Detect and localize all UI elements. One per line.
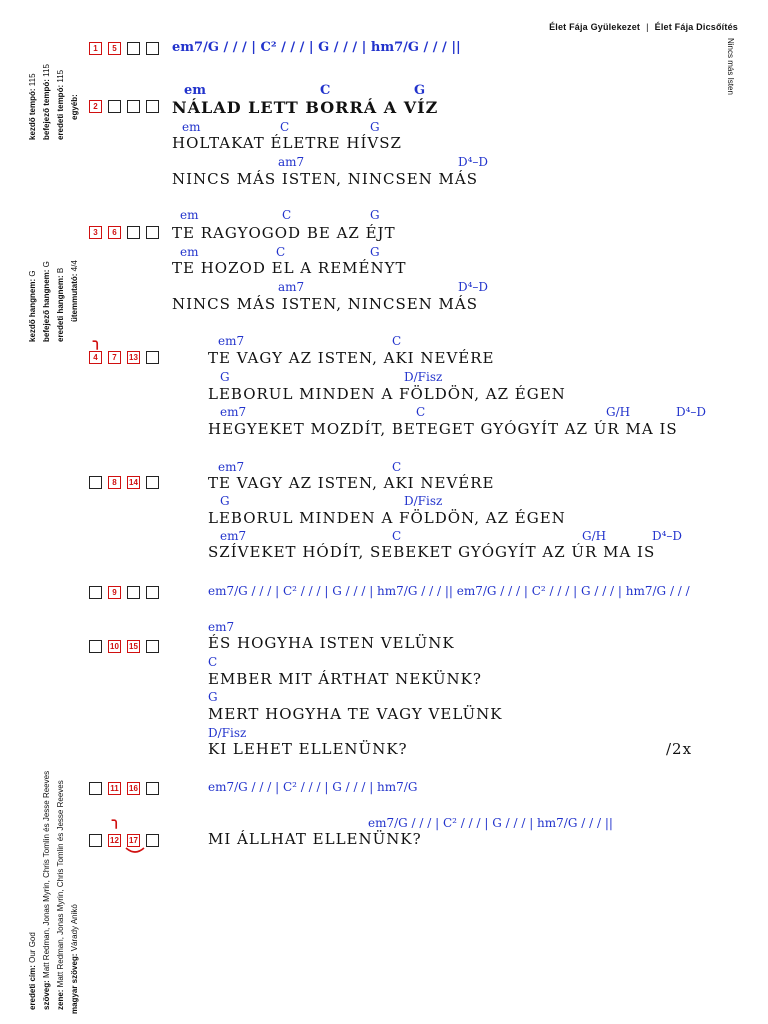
meta-end-tempo: [42, 64, 51, 140]
section-number: 5: [112, 44, 117, 53]
chord: C: [280, 120, 290, 134]
section-number: 3: [93, 228, 98, 237]
section-checkbox[interactable]: [89, 42, 102, 55]
section-checkbox[interactable]: [146, 100, 159, 113]
chord: em7: [220, 529, 247, 543]
meta-label: kezdő hangnem:: [28, 278, 37, 342]
meta-value: B: [56, 267, 65, 274]
section-checkbox[interactable]: [89, 640, 102, 653]
section-checkbox[interactable]: [89, 586, 102, 599]
meta-hungarian-lyrics: [70, 904, 79, 1014]
section-box-row: [89, 226, 159, 239]
chord: D⁴–D: [652, 529, 683, 543]
lyric-line: NINCS MÁS ISTEN, NINCSEN MÁS: [172, 170, 479, 188]
chord: em7: [208, 620, 235, 634]
section-number: 4: [93, 353, 98, 362]
section-checkbox[interactable]: [108, 42, 121, 55]
section-box-row: [89, 640, 159, 653]
lyric-line: TE RAGYOGOD BE AZ ÉJT: [172, 224, 396, 242]
section-checkbox[interactable]: [108, 586, 121, 599]
meta-time-signature: [70, 260, 79, 322]
section-checkbox[interactable]: [127, 351, 140, 364]
meta-value: G: [42, 261, 51, 268]
section-checkbox[interactable]: [89, 226, 102, 239]
chord: C: [392, 460, 402, 474]
meta-start-key: [28, 270, 37, 342]
lyric-line: SZÍVEKET HÓDÍT, SEBEKET GYÓGYÍT AZ ÚR MA IS: [208, 543, 656, 561]
section-checkbox[interactable]: [127, 476, 140, 489]
meta-label: kezdő tempó:: [28, 88, 37, 140]
section-number: 6: [112, 228, 117, 237]
section-number: 17: [129, 836, 138, 845]
meta-value: Matt Redman, Jonas Myrin, Chris Tomlin és Jesse Reeves: [42, 770, 51, 978]
chord: G/H: [582, 529, 607, 543]
section-checkbox[interactable]: [146, 42, 159, 55]
section-box-row: [89, 586, 159, 599]
header-worship: Élet Fája Dicsőítés: [654, 22, 738, 32]
section-checkbox[interactable]: [89, 100, 102, 113]
section-checkbox[interactable]: [127, 42, 140, 55]
section-checkbox[interactable]: [108, 782, 121, 795]
meta-value: 115: [28, 73, 37, 87]
chord: G: [414, 83, 426, 98]
lyric-line: ÉS HOGYHA ISTEN VELÜNK: [208, 634, 455, 652]
pen-mark: ╮: [112, 812, 121, 828]
meta-label: eredeti cím:: [28, 965, 37, 1010]
chord: D⁴–D: [458, 155, 489, 169]
chord: C: [392, 529, 402, 543]
ending-progression: em7/G / / / | C² / / / | G / / / | hm7/G / / / ||: [368, 816, 613, 830]
section-checkbox[interactable]: [146, 834, 159, 847]
meta-value: Matt Redman, Jonas Myrin, Chris Tomlin és Jesse Reeves: [56, 780, 65, 988]
meta-end-key: [42, 261, 51, 342]
chord: G: [220, 494, 230, 508]
meta-other: [70, 94, 79, 120]
chord: em7: [220, 405, 247, 419]
chord: D⁴–D: [676, 405, 707, 419]
lyric-line: TE VAGY AZ ISTEN, AKI NEVÉRE: [208, 474, 495, 492]
section-checkbox[interactable]: [108, 476, 121, 489]
section-checkbox[interactable]: [146, 640, 159, 653]
meta-value: 115: [42, 64, 51, 77]
tag-progression: em7/G / / / | C² / / / | G / / / | hm7/G: [208, 780, 418, 794]
chord: C: [276, 245, 286, 259]
meta-label: befejező hangnem:: [42, 269, 51, 342]
section-number: 13: [129, 353, 138, 362]
intro-progression: em7/G / / / | C² / / / | G / / / | hm7/G / / / ||: [172, 40, 461, 55]
meta-orig-tempo: [56, 70, 65, 140]
section-number: 8: [112, 478, 117, 487]
meta-value: 115: [56, 69, 65, 83]
section-checkbox[interactable]: [146, 226, 159, 239]
lyric-line: TE VAGY AZ ISTEN, AKI NEVÉRE: [208, 349, 495, 367]
section-checkbox[interactable]: [127, 226, 140, 239]
lyric-line: NÁLAD LETT BORRÁ A VÍZ: [172, 98, 439, 117]
meta-label: eredeti hangnem:: [56, 275, 65, 342]
meta-label: ütemmutató:: [70, 273, 79, 322]
repeat-marker: /2x: [666, 740, 693, 758]
chord: D/Fisz: [404, 494, 443, 508]
meta-lyrics: [42, 771, 51, 1010]
section-checkbox[interactable]: [108, 226, 121, 239]
section-checkbox[interactable]: [127, 100, 140, 113]
section-number: 14: [129, 478, 138, 487]
meta-label: egyéb:: [70, 94, 79, 120]
meta-label: magyar szöveg:: [70, 953, 79, 1014]
chord: C: [416, 405, 426, 419]
chord: em7: [218, 460, 245, 474]
meta-label: zene:: [56, 989, 65, 1010]
meta-original-title: [28, 932, 37, 1010]
chord: D⁴–D: [458, 280, 489, 294]
section-checkbox[interactable]: [127, 640, 140, 653]
lyric-line: TE HOZOD EL A REMÉNYT: [172, 259, 407, 277]
section-box-row: [89, 782, 159, 795]
meta-value: Our God: [28, 932, 37, 963]
section-box-row: [89, 42, 159, 55]
chord: am7: [278, 155, 305, 169]
header-church: Élet Fája Gyülekezet: [549, 22, 641, 32]
chord: C: [282, 208, 292, 222]
chord: em: [180, 245, 199, 259]
meta-value: Várady Anikó: [70, 904, 79, 952]
section-number: 9: [112, 588, 117, 597]
chord: em: [184, 83, 207, 98]
lyric-line: MERT HOGYHA TE VAGY VELÜNK: [208, 705, 503, 723]
chord: em7: [218, 334, 245, 348]
side-song-title: Nincs más Isten: [726, 38, 735, 95]
lyric-line: KI LEHET ELLENÜNK?: [208, 740, 408, 758]
chord: G: [370, 208, 380, 222]
chord: G/H: [606, 405, 631, 419]
section-checkbox[interactable]: [146, 586, 159, 599]
section-number: 7: [112, 353, 117, 362]
section-checkbox[interactable]: [108, 640, 121, 653]
chord: em: [182, 120, 201, 134]
section-number: 12: [110, 836, 119, 845]
section-number: 1: [93, 44, 98, 53]
meta-music: [56, 780, 65, 1010]
chord: G: [208, 690, 218, 704]
section-checkbox[interactable]: [127, 586, 140, 599]
lyric-line: MI ÁLLHAT ELLENÜNK?: [208, 830, 422, 848]
section-checkbox[interactable]: [108, 351, 121, 364]
lyric-line: HEGYEKET MOZDÍT, BETEGET GYÓGYÍT AZ ÚR MA IS: [208, 420, 678, 438]
meta-label: szöveg:: [42, 980, 51, 1010]
section-checkbox[interactable]: [89, 476, 102, 489]
section-box-row: [89, 100, 159, 113]
meta-value: 4/4: [70, 260, 79, 272]
section-checkbox[interactable]: [89, 351, 102, 364]
meta-label: befejező tempó:: [42, 79, 51, 140]
meta-orig-key: [56, 268, 65, 342]
header-separator: |: [646, 22, 649, 32]
pen-underline-mark: [124, 846, 146, 856]
pen-mark: ╮: [93, 333, 102, 349]
interlude-progression: em7/G / / / | C² / / / | G / / / | hm7/G / / / || em7/G / / / | C² / / / | G / / / | hm7/G / / /: [208, 584, 690, 598]
chord: em: [180, 208, 199, 222]
section-number: 11: [110, 784, 119, 793]
meta-value: G: [28, 270, 37, 277]
section-number: 16: [129, 784, 138, 793]
section-checkbox[interactable]: [89, 834, 102, 847]
lyric-line: EMBER MIT ÁRTHAT NEKÜNK?: [208, 670, 482, 688]
section-number: 2: [93, 102, 98, 111]
section-number: 10: [110, 642, 119, 651]
section-checkbox[interactable]: [146, 782, 159, 795]
lyric-line: LEBORUL MINDEN A FÖLDÖN, AZ ÉGEN: [208, 509, 566, 527]
section-checkbox[interactable]: [127, 782, 140, 795]
chord: G: [370, 245, 380, 259]
section-checkbox[interactable]: [108, 100, 121, 113]
section-box-row: [89, 351, 159, 364]
meta-label: eredeti tempó:: [56, 84, 65, 140]
section-checkbox[interactable]: [146, 351, 159, 364]
chord: D/Fisz: [404, 370, 443, 384]
lyric-line: HOLTAKAT ÉLETRE HÍVSZ: [172, 134, 402, 152]
chord: G: [370, 120, 380, 134]
meta-start-tempo: [28, 73, 37, 140]
chord: G: [220, 370, 230, 384]
chord: C: [320, 83, 331, 98]
chord: D/Fisz: [208, 726, 247, 740]
section-checkbox[interactable]: [146, 476, 159, 489]
section-number: 15: [129, 642, 138, 651]
header: [549, 22, 738, 32]
chord: C: [392, 334, 402, 348]
lyric-line: NINCS MÁS ISTEN, NINCSEN MÁS: [172, 295, 479, 313]
section-checkbox[interactable]: [108, 834, 121, 847]
lyric-line: LEBORUL MINDEN A FÖLDÖN, AZ ÉGEN: [208, 385, 566, 403]
section-checkbox[interactable]: [89, 782, 102, 795]
chord: C: [208, 655, 218, 669]
section-box-row: [89, 476, 159, 489]
chord: am7: [278, 280, 305, 294]
